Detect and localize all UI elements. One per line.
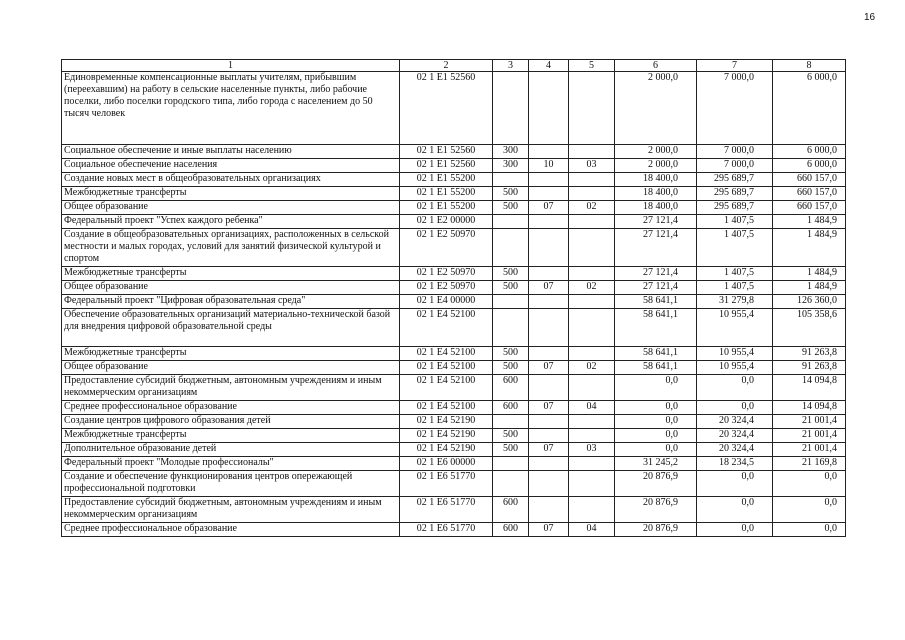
row-section-cell: 07: [529, 443, 569, 457]
row-value-col7-cell: 1 407,5: [697, 267, 773, 281]
row-name-cell: Межбюджетные трансферты: [62, 347, 400, 361]
row-name-cell: Социальное обеспечение и иные выплаты населению: [62, 145, 400, 159]
row-code-cell: 02 1 E6 51770: [400, 523, 493, 537]
row-code-cell: 02 1 E6 51770: [400, 471, 493, 497]
row-code-cell: 02 1 E4 52100: [400, 361, 493, 375]
row-subsection-cell: 02: [569, 281, 615, 295]
row-section-cell: 07: [529, 401, 569, 415]
row-value-col6-cell: 0,0: [615, 401, 697, 415]
row-code-cell: 02 1 E6 51770: [400, 497, 493, 523]
row-code-cell: 02 1 E1 52560: [400, 159, 493, 173]
row-name-cell: Общее образование: [62, 281, 400, 295]
row-subsection-cell: [569, 229, 615, 267]
row-expense-type-cell: [493, 471, 529, 497]
row-expense-type-cell: 600: [493, 401, 529, 415]
row-value-col7-cell: 31 279,8: [697, 295, 773, 309]
row-section-cell: 07: [529, 281, 569, 295]
row-expense-type-cell: 600: [493, 497, 529, 523]
table-row: [62, 401, 846, 415]
row-subsection-cell: [569, 173, 615, 187]
row-expense-type-cell: 500: [493, 443, 529, 457]
row-value-col6-cell: 58 641,1: [615, 309, 697, 347]
row-code-cell: 02 1 E1 55200: [400, 173, 493, 187]
row-value-col7-cell: 295 689,7: [697, 173, 773, 187]
row-expense-type-cell: 600: [493, 375, 529, 401]
header-row: [62, 60, 846, 72]
row-value-col8-cell: 0,0: [773, 497, 846, 523]
row-value-col8-cell: 0,0: [773, 523, 846, 537]
row-subsection-cell: [569, 457, 615, 471]
row-value-col6-cell: 27 121,4: [615, 215, 697, 229]
row-value-col6-cell: 31 245,2: [615, 457, 697, 471]
row-value-col6-cell: 0,0: [615, 415, 697, 429]
row-value-col8-cell: 126 360,0: [773, 295, 846, 309]
row-section-cell: [529, 295, 569, 309]
row-section-cell: [529, 375, 569, 401]
row-value-col6-cell: 58 641,1: [615, 295, 697, 309]
row-expense-type-cell: [493, 457, 529, 471]
row-code-cell: 02 1 E2 00000: [400, 215, 493, 229]
row-subsection-cell: [569, 72, 615, 145]
row-value-col7-cell: 20 324,4: [697, 415, 773, 429]
row-name-cell: Дополнительное образование детей: [62, 443, 400, 457]
row-section-cell: 07: [529, 523, 569, 537]
row-code-cell: 02 1 E4 52190: [400, 415, 493, 429]
row-expense-type-cell: [493, 173, 529, 187]
row-name-cell: Социальное обеспечение населения: [62, 159, 400, 173]
table-row: [62, 309, 846, 347]
row-name-cell: Создание в общеобразовательных организациях, расположенных в сельской местности и малых городах, условий для занятий физической культурой и спортом: [62, 229, 400, 267]
row-value-col7-cell: 295 689,7: [697, 201, 773, 215]
row-value-col6-cell: 20 876,9: [615, 497, 697, 523]
row-value-col8-cell: 91 263,8: [773, 361, 846, 375]
row-name-cell: Федеральный проект "Цифровая образовательная среда": [62, 295, 400, 309]
row-expense-type-cell: 300: [493, 159, 529, 173]
row-name-cell: Межбюджетные трансферты: [62, 429, 400, 443]
row-code-cell: 02 1 E1 55200: [400, 187, 493, 201]
row-expense-type-cell: [493, 309, 529, 347]
row-name-cell: Создание новых мест в общеобразовательных организациях: [62, 173, 400, 187]
row-code-cell: 02 1 E2 50970: [400, 281, 493, 295]
row-value-col6-cell: 0,0: [615, 443, 697, 457]
row-value-col7-cell: 0,0: [697, 471, 773, 497]
row-name-cell: Создание и обеспечение функционирования центров опережающей профессиональной подготовки: [62, 471, 400, 497]
row-value-col6-cell: 0,0: [615, 429, 697, 443]
row-value-col8-cell: 21 001,4: [773, 429, 846, 443]
row-expense-type-cell: 600: [493, 523, 529, 537]
row-name-cell: Предоставление субсидий бюджетным, автономным учреждениям и иным некоммерческим организациям: [62, 375, 400, 401]
row-value-col6-cell: 27 121,4: [615, 267, 697, 281]
row-value-col6-cell: 20 876,9: [615, 523, 697, 537]
row-value-col8-cell: 6 000,0: [773, 145, 846, 159]
row-name-cell: Обеспечение образовательных организаций материально-технической базой для внедрения цифровой образовательной среды: [62, 309, 400, 347]
row-section-cell: [529, 72, 569, 145]
table-row: [62, 215, 846, 229]
row-value-col8-cell: 660 157,0: [773, 187, 846, 201]
table-row: [62, 145, 846, 159]
table-row: [62, 347, 846, 361]
row-section-cell: [529, 415, 569, 429]
row-code-cell: 02 1 E4 52100: [400, 375, 493, 401]
row-value-col8-cell: 6 000,0: [773, 72, 846, 145]
row-section-cell: [529, 267, 569, 281]
row-value-col7-cell: 10 955,4: [697, 361, 773, 375]
row-value-col6-cell: 27 121,4: [615, 281, 697, 295]
column-header: 6: [615, 60, 697, 72]
table-row: [62, 375, 846, 401]
row-name-cell: Федеральный проект "Успех каждого ребенка": [62, 215, 400, 229]
table-row: [62, 497, 846, 523]
row-value-col8-cell: 105 358,6: [773, 309, 846, 347]
table-row: [62, 443, 846, 457]
row-code-cell: 02 1 E2 50970: [400, 229, 493, 267]
row-value-col8-cell: 1 484,9: [773, 281, 846, 295]
row-value-col7-cell: 1 407,5: [697, 215, 773, 229]
row-value-col6-cell: 58 641,1: [615, 347, 697, 361]
row-subsection-cell: [569, 471, 615, 497]
row-value-col7-cell: 20 324,4: [697, 429, 773, 443]
row-code-cell: 02 1 E4 52100: [400, 401, 493, 415]
row-section-cell: 07: [529, 361, 569, 375]
row-value-col6-cell: 18 400,0: [615, 187, 697, 201]
row-section-cell: [529, 187, 569, 201]
row-section-cell: [529, 347, 569, 361]
table-row: [62, 187, 846, 201]
row-value-col8-cell: 660 157,0: [773, 173, 846, 187]
row-value-col8-cell: 91 263,8: [773, 347, 846, 361]
row-value-col7-cell: 0,0: [697, 375, 773, 401]
row-subsection-cell: [569, 497, 615, 523]
row-expense-type-cell: [493, 229, 529, 267]
row-name-cell: Межбюджетные трансферты: [62, 187, 400, 201]
row-expense-type-cell: 500: [493, 201, 529, 215]
row-code-cell: 02 1 E4 52190: [400, 429, 493, 443]
row-value-col7-cell: 0,0: [697, 401, 773, 415]
row-value-col8-cell: 1 484,9: [773, 215, 846, 229]
row-code-cell: 02 1 E6 00000: [400, 457, 493, 471]
row-section-cell: 10: [529, 159, 569, 173]
row-section-cell: [529, 145, 569, 159]
row-subsection-cell: 04: [569, 523, 615, 537]
row-value-col7-cell: 7 000,0: [697, 72, 773, 145]
row-expense-type-cell: [493, 415, 529, 429]
column-header: 7: [697, 60, 773, 72]
row-value-col8-cell: 21 001,4: [773, 443, 846, 457]
row-section-cell: [529, 215, 569, 229]
row-name-cell: Федеральный проект "Молодые профессионалы": [62, 457, 400, 471]
table-row: [62, 415, 846, 429]
table-row: [62, 471, 846, 497]
row-value-col6-cell: 2 000,0: [615, 72, 697, 145]
row-value-col6-cell: 20 876,9: [615, 471, 697, 497]
row-name-cell: Среднее профессиональное образование: [62, 401, 400, 415]
row-expense-type-cell: 500: [493, 361, 529, 375]
table-row: [62, 229, 846, 267]
row-expense-type-cell: 500: [493, 429, 529, 443]
row-section-cell: [529, 497, 569, 523]
row-expense-type-cell: 500: [493, 281, 529, 295]
row-section-cell: 07: [529, 201, 569, 215]
row-value-col7-cell: 7 000,0: [697, 159, 773, 173]
row-value-col6-cell: 2 000,0: [615, 159, 697, 173]
row-value-col7-cell: 10 955,4: [697, 309, 773, 347]
row-value-col7-cell: 0,0: [697, 523, 773, 537]
row-subsection-cell: [569, 145, 615, 159]
row-expense-type-cell: 500: [493, 267, 529, 281]
row-subsection-cell: [569, 309, 615, 347]
row-value-col8-cell: 14 094,8: [773, 401, 846, 415]
page-number: 16: [864, 12, 876, 23]
row-subsection-cell: [569, 187, 615, 201]
row-subsection-cell: 03: [569, 443, 615, 457]
row-name-cell: Единовременные компенсационные выплаты учителям, прибывшим (переехавшим) на работу в сельские населенные пункты, либо рабочие поселки, либо поселки городского типа, либо города с населением до 50 тысяч человек: [62, 72, 400, 145]
budget-table: [61, 59, 846, 537]
table-body: [62, 60, 846, 537]
row-subsection-cell: [569, 375, 615, 401]
table-row: [62, 173, 846, 187]
row-value-col8-cell: 0,0: [773, 471, 846, 497]
row-value-col8-cell: 1 484,9: [773, 267, 846, 281]
row-value-col6-cell: 2 000,0: [615, 145, 697, 159]
row-code-cell: 02 1 E2 50970: [400, 267, 493, 281]
row-expense-type-cell: [493, 295, 529, 309]
row-section-cell: [529, 309, 569, 347]
row-section-cell: [529, 471, 569, 497]
row-code-cell: 02 1 E4 00000: [400, 295, 493, 309]
row-value-col6-cell: 18 400,0: [615, 201, 697, 215]
row-value-col7-cell: 1 407,5: [697, 281, 773, 295]
table-row: [62, 267, 846, 281]
row-section-cell: [529, 457, 569, 471]
row-value-col8-cell: 21 001,4: [773, 415, 846, 429]
column-header: 2: [400, 60, 493, 72]
row-subsection-cell: [569, 215, 615, 229]
column-header: 5: [569, 60, 615, 72]
row-value-col7-cell: 295 689,7: [697, 187, 773, 201]
row-code-cell: 02 1 E1 52560: [400, 72, 493, 145]
row-value-col7-cell: 0,0: [697, 497, 773, 523]
row-code-cell: 02 1 E1 55200: [400, 201, 493, 215]
row-value-col6-cell: 0,0: [615, 375, 697, 401]
table-row: [62, 159, 846, 173]
table-row: [62, 295, 846, 309]
row-name-cell: Общее образование: [62, 361, 400, 375]
row-code-cell: 02 1 E4 52100: [400, 309, 493, 347]
row-value-col6-cell: 18 400,0: [615, 173, 697, 187]
row-expense-type-cell: [493, 72, 529, 145]
table-row: [62, 457, 846, 471]
row-subsection-cell: 04: [569, 401, 615, 415]
row-value-col7-cell: 20 324,4: [697, 443, 773, 457]
row-subsection-cell: 03: [569, 159, 615, 173]
table-row: [62, 429, 846, 443]
row-expense-type-cell: 300: [493, 145, 529, 159]
row-expense-type-cell: [493, 215, 529, 229]
table-row: [62, 72, 846, 145]
row-value-col7-cell: 1 407,5: [697, 229, 773, 267]
row-subsection-cell: [569, 267, 615, 281]
row-name-cell: Общее образование: [62, 201, 400, 215]
table-row: [62, 361, 846, 375]
row-code-cell: 02 1 E4 52100: [400, 347, 493, 361]
row-value-col6-cell: 27 121,4: [615, 229, 697, 267]
row-name-cell: Создание центров цифрового образования детей: [62, 415, 400, 429]
table-row: [62, 201, 846, 215]
row-value-col7-cell: 10 955,4: [697, 347, 773, 361]
table-row: [62, 523, 846, 537]
table-row: [62, 281, 846, 295]
row-subsection-cell: [569, 295, 615, 309]
row-value-col8-cell: 14 094,8: [773, 375, 846, 401]
row-code-cell: 02 1 E4 52190: [400, 443, 493, 457]
row-subsection-cell: [569, 347, 615, 361]
row-subsection-cell: 02: [569, 361, 615, 375]
row-value-col6-cell: 58 641,1: [615, 361, 697, 375]
column-header: 3: [493, 60, 529, 72]
row-code-cell: 02 1 E1 52560: [400, 145, 493, 159]
row-section-cell: [529, 429, 569, 443]
row-name-cell: Предоставление субсидий бюджетным, автономным учреждениям и иным некоммерческим организациям: [62, 497, 400, 523]
row-value-col8-cell: 1 484,9: [773, 229, 846, 267]
row-section-cell: [529, 229, 569, 267]
row-subsection-cell: [569, 415, 615, 429]
column-header: 4: [529, 60, 569, 72]
row-expense-type-cell: 500: [493, 347, 529, 361]
row-value-col7-cell: 18 234,5: [697, 457, 773, 471]
row-section-cell: [529, 173, 569, 187]
row-name-cell: Межбюджетные трансферты: [62, 267, 400, 281]
row-value-col7-cell: 7 000,0: [697, 145, 773, 159]
column-header: 8: [773, 60, 846, 72]
row-expense-type-cell: 500: [493, 187, 529, 201]
row-value-col8-cell: 21 169,8: [773, 457, 846, 471]
row-value-col8-cell: 6 000,0: [773, 159, 846, 173]
row-subsection-cell: [569, 429, 615, 443]
row-subsection-cell: 02: [569, 201, 615, 215]
column-header: 1: [62, 60, 400, 72]
row-value-col8-cell: 660 157,0: [773, 201, 846, 215]
row-name-cell: Среднее профессиональное образование: [62, 523, 400, 537]
